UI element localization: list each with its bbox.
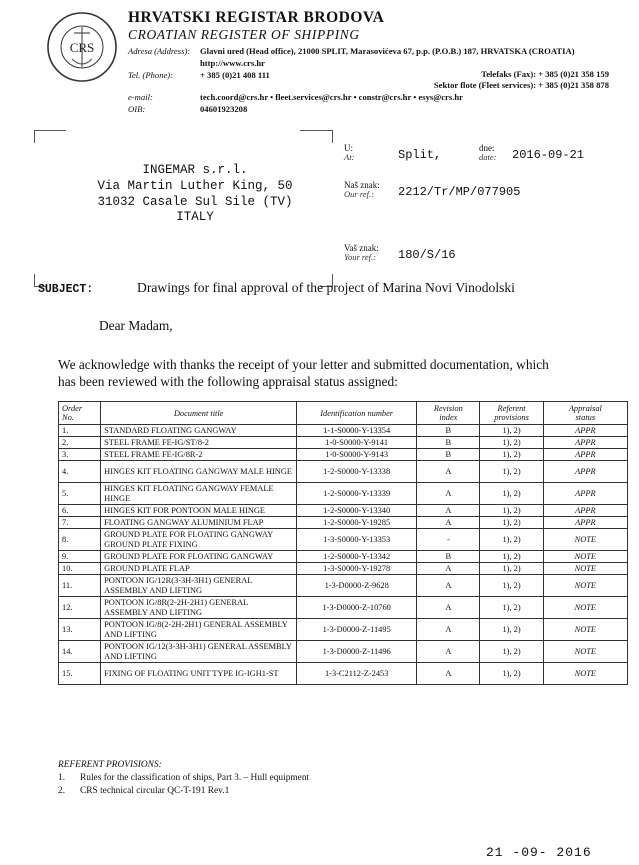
document-title-cell: PONTOON IG/12R(3-3H-3H1) GENERAL ASSEMBLY AND LIFTING — [101, 575, 297, 597]
referent-provisions-cell: 1), 2) — [480, 597, 543, 619]
fleet-fax-number: Sektor flote (Fleet services): + 385 (0)21 358 878 — [433, 80, 609, 90]
revision-index-cell: A — [417, 461, 480, 483]
identification-number-cell: 1-2-S0000-Y-13338 — [297, 461, 417, 483]
appraisal-status-cell: APPR — [543, 449, 627, 461]
table-row — [59, 461, 628, 483]
document-title-cell: GROUND PLATE FOR FLOATING GANGWAY — [101, 551, 297, 563]
referent-provisions-cell: 1), 2) — [480, 505, 543, 517]
date-value: 2016-09-21 — [512, 148, 585, 162]
order-number-cell: 2. — [59, 437, 101, 449]
your-ref-label: Vaš znak: Your ref.: — [344, 243, 379, 262]
document-title-cell: STANDARD FLOATING GANGWAY — [101, 425, 297, 437]
referent-provisions-cell: 1), 2) — [480, 619, 543, 641]
table-row — [59, 505, 628, 517]
identification-number-cell: 1-0-S0000-Y-9141 — [297, 437, 417, 449]
identification-number-cell: 1-3-D0000-Z-9628 — [297, 575, 417, 597]
appraisal-status-cell: APPR — [543, 483, 627, 505]
order-number-cell: 4. — [59, 461, 101, 483]
appraisal-status-cell: NOTE — [543, 597, 627, 619]
identification-number-cell: 1-3-D0000-Z-11495 — [297, 619, 417, 641]
document-title-cell: STEEL FRAME FE-IG/8R-2 — [101, 449, 297, 461]
appraisal-status-cell: NOTE — [543, 663, 627, 685]
revision-index-cell: A — [417, 597, 480, 619]
revision-header: Revision index — [417, 402, 480, 425]
identification-number-cell: 1-3-D0000-Z-11496 — [297, 641, 417, 663]
subject-label: SUBJECT: — [38, 283, 94, 296]
intro-text-line: has been reviewed with the following appraisal status assigned: — [58, 374, 398, 389]
referent-provisions-cell: 1), 2) — [480, 461, 543, 483]
appraisal-status-cell: APPR — [543, 425, 627, 437]
crs-logo — [46, 11, 118, 83]
org-name-en: CROATIAN REGISTER OF SHIPPING — [128, 27, 360, 42]
revision-index-cell: A — [417, 505, 480, 517]
subject-text: Drawings for final approval of the project of Marina Novi Vinodolski — [137, 280, 515, 295]
table-row — [59, 551, 628, 563]
document-title-cell: GROUND PLATE FOR FLOATING GANGWAY GROUND PLATE FIXING — [101, 529, 297, 551]
identification-number-cell: 1-3-C2112-Z-2453 — [297, 663, 417, 685]
table-row — [59, 425, 628, 437]
appraisal-status-cell: NOTE — [543, 641, 627, 663]
order-number-cell: 3. — [59, 449, 101, 461]
tel-value: + 385 (0)21 408 111 — [200, 70, 270, 80]
oib-value: 04601923208 — [200, 104, 248, 114]
order-number-cell: 1. — [59, 425, 101, 437]
email-label: e-mail: — [128, 92, 153, 102]
identification-number-cell: 1-2-S0000-Y-13342 — [297, 551, 417, 563]
order-number-cell: 8. — [59, 529, 101, 551]
revision-index-cell: A — [417, 619, 480, 641]
revision-index-cell: B — [417, 437, 480, 449]
table-row — [59, 529, 628, 551]
tel-label: Tel. (Phone): — [128, 70, 174, 80]
date-stamp: 21 -09- 2016 — [486, 845, 592, 860]
document-title-cell: HINGES KIT FLOATING GANGWAY FEMALE HINGE — [101, 483, 297, 505]
identification-number-cell: 1-3-S0000-Y-13353 — [297, 529, 417, 551]
recipient-line: INGEMAR s.r.l. — [142, 163, 248, 177]
referent-item-text: CRS technical circular QC-T-191 Rev.1 — [80, 786, 230, 796]
table-row — [59, 563, 628, 575]
org-name: HRVATSKI REGISTAR BRODOVA — [128, 9, 385, 26]
window-corner-top-right — [320, 130, 333, 143]
referent-item-number: 1. — [58, 773, 66, 783]
revision-index-cell: A — [417, 483, 480, 505]
our-ref-label: Naš znak: Our ref.: — [344, 180, 380, 199]
window-edge-top-left — [46, 130, 66, 131]
our-ref-value: 2212/Tr/MP/077905 — [398, 185, 521, 199]
order-header: Order No. — [59, 402, 101, 425]
table-row — [59, 597, 628, 619]
referent-provisions-cell: 1), 2) — [480, 551, 543, 563]
table-row — [59, 575, 628, 597]
place-value: Split, — [398, 148, 442, 162]
table-header-row — [59, 402, 628, 425]
table-row — [59, 449, 628, 461]
document-title-cell: PONTOON IG/8(2-2H-2H1) GENERAL ASSEMBLY AND LIFTING — [101, 619, 297, 641]
revision-index-cell: - — [417, 529, 480, 551]
referent-provisions-cell: 1), 2) — [480, 425, 543, 437]
revision-index-cell: B — [417, 425, 480, 437]
appraisal-status-cell: NOTE — [543, 575, 627, 597]
referent-item-number: 2. — [58, 786, 66, 796]
referent-provisions-cell: 1), 2) — [480, 563, 543, 575]
document-title-cell: FLOATING GANGWAY ALUMINIUM FLAP — [101, 517, 297, 529]
place-label: U: At: — [344, 143, 355, 162]
table-row — [59, 517, 628, 529]
web-address: http://www.crs.hr — [200, 58, 265, 68]
order-number-cell: 7. — [59, 517, 101, 529]
address-label: Adresa (Address): — [128, 46, 191, 56]
referent-provisions-cell: 1), 2) — [480, 437, 543, 449]
table-row — [59, 483, 628, 505]
order-number-cell: 11. — [59, 575, 101, 597]
revision-index-cell: A — [417, 663, 480, 685]
revision-index-cell: A — [417, 575, 480, 597]
table-row — [59, 663, 628, 685]
identification-number-cell: 1-2-S0000-Y-13340 — [297, 505, 417, 517]
revision-index-cell: A — [417, 517, 480, 529]
referent-provisions-cell: 1), 2) — [480, 517, 543, 529]
identification-number-cell: 1-0-S0000-Y-9143 — [297, 449, 417, 461]
document-title-cell: STEEL FRAME FE-IG/ST/8-2 — [101, 437, 297, 449]
appraisal-status-cell: APPR — [543, 505, 627, 517]
table-row — [59, 437, 628, 449]
referent-heading: REFERENT PROVISIONS: — [58, 760, 162, 770]
logo-text: CRS — [69, 40, 95, 55]
document-title-cell: GROUND PLATE FLAP — [101, 563, 297, 575]
intro-text-line: We acknowledge with thanks the receipt of your letter and submitted documentation, which — [58, 357, 549, 372]
window-corner-top-left — [34, 130, 47, 143]
appraisal-status-cell: NOTE — [543, 563, 627, 575]
appraisal-status-cell: NOTE — [543, 551, 627, 563]
order-number-cell: 15. — [59, 663, 101, 685]
document-title-cell: HINGES KIT FLOATING GANGWAY MALE HINGE — [101, 461, 297, 483]
document-title-cell: PONTOON IG/8R(2-2H-2H1) GENERAL ASSEMBLY AND LIFTING — [101, 597, 297, 619]
appraisal-status-cell: APPR — [543, 437, 627, 449]
referent-provisions-cell: 1), 2) — [480, 575, 543, 597]
order-number-cell: 13. — [59, 619, 101, 641]
order-number-cell: 12. — [59, 597, 101, 619]
document-title-cell: HINGES KIT FOR PONTOON MALE HINGE — [101, 505, 297, 517]
appraisal-status-cell: NOTE — [543, 529, 627, 551]
referent-item-text: Rules for the classification of ships, Part 3. – Hull equipment — [80, 773, 310, 783]
recipient-line: ITALY — [176, 210, 214, 224]
referent-header: Referent provisions — [480, 402, 543, 425]
recipient-line: Via Martin Luther King, 50 — [97, 179, 293, 193]
date-label: dne: date: — [479, 143, 497, 162]
table-row — [59, 619, 628, 641]
revision-index-cell: A — [417, 641, 480, 663]
appraisal-status-cell: APPR — [543, 517, 627, 529]
oib-label: OIB: — [128, 104, 146, 114]
revision-index-cell: B — [417, 449, 480, 461]
email-value: tech.coord@crs.hr • fleet.services@crs.hr • constr@crs.hr • esys@crs.hr — [200, 92, 463, 102]
identification-number-cell: 1-1-S0000-Y-13354 — [297, 425, 417, 437]
fax-number: Telefaks (Fax): + 385 (0)21 358 159 — [481, 69, 609, 79]
table-row — [59, 641, 628, 663]
referent-provisions-cell: 1), 2) — [480, 483, 543, 505]
ident-header: Identification number — [297, 402, 417, 425]
referent-provisions-cell: 1), 2) — [480, 641, 543, 663]
document-title-cell: FIXING OF FLOATING UNIT TYPE IG-IGH1-ST — [101, 663, 297, 685]
identification-number-cell: 1-2-S0000-Y-19285 — [297, 517, 417, 529]
recipient-line: 31032 Casale Sul Sile (TV) — [97, 195, 293, 209]
order-number-cell: 5. — [59, 483, 101, 505]
revision-index-cell: B — [417, 551, 480, 563]
appraisal-status-cell: APPR — [543, 461, 627, 483]
identification-number-cell: 1-3-D0000-Z-10760 — [297, 597, 417, 619]
order-number-cell: 10. — [59, 563, 101, 575]
your-ref-value: 180/S/16 — [398, 248, 456, 262]
window-edge-top-right — [300, 130, 320, 131]
salutation: Dear Madam, — [99, 318, 173, 333]
order-number-cell: 14. — [59, 641, 101, 663]
order-number-cell: 6. — [59, 505, 101, 517]
appraisal-header: Appraisal status — [543, 402, 627, 425]
document-title-cell: PONTOON IG/12(3-3H-3H1) GENERAL ASSEMBLY AND LIFTING — [101, 641, 297, 663]
title-header: Document title — [101, 402, 297, 425]
referent-provisions-cell: 1), 2) — [480, 449, 543, 461]
order-number-cell: 9. — [59, 551, 101, 563]
referent-provisions-cell: 1), 2) — [480, 663, 543, 685]
appraisal-status-cell: NOTE — [543, 619, 627, 641]
referent-provisions-cell: 1), 2) — [480, 529, 543, 551]
identification-number-cell: 1-3-S0000-Y-19278 — [297, 563, 417, 575]
address-value: Glavni ured (Head office), 21000 SPLIT, Marasovićeva 67, p.p. (P.O.B.) 187, HRVATSKA (CROATIA) — [200, 46, 575, 56]
appraisal-table — [58, 401, 628, 685]
revision-index-cell: A — [417, 563, 480, 575]
identification-number-cell: 1-2-S0000-Y-13339 — [297, 483, 417, 505]
